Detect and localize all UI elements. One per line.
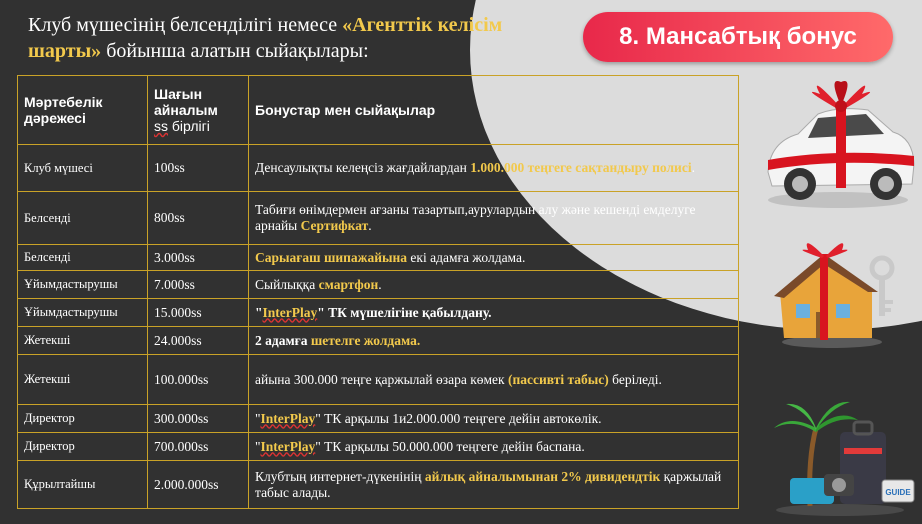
cell-level: Клуб мүшесі xyxy=(18,145,148,192)
table-header-row xyxy=(18,76,739,145)
cell-level: Ұйымдастырушы xyxy=(18,271,148,299)
table-row xyxy=(18,271,739,299)
section-badge: 8. Мансабтық бонус xyxy=(583,12,893,62)
cell-bonus: Сыйлыққа смартфон. xyxy=(249,271,739,299)
cell-volume: 300.000ss xyxy=(148,405,249,433)
cell-bonus: Табиғи өнімдермен ағзаны тазартып,аурулардын алу және кешенді емделуге арнайы Сертифкат. xyxy=(249,192,739,245)
cell-bonus: "InterPlay" ТК мүшелігіне қабылдану. xyxy=(249,299,739,327)
table-row xyxy=(18,405,739,433)
cell-level: Директор xyxy=(18,433,148,461)
cell-level: Белсенді xyxy=(18,192,148,245)
table-row xyxy=(18,433,739,461)
cell-volume: 15.000ss xyxy=(148,299,249,327)
cell-bonus: Сарыағаш шипажайына екі адамға жолдама. xyxy=(249,245,739,271)
cell-level: Ұйымдастырушы xyxy=(18,299,148,327)
cell-volume: 7.000ss xyxy=(148,271,249,299)
bonus-table xyxy=(17,75,739,509)
guide-label: GUIDE xyxy=(885,488,911,497)
cell-bonus: Денсаулықты келеңсіз жағдайлардан 1.000.000 теңгеге сақтандыру полисі. xyxy=(249,145,739,192)
header-volume: Шағын айналым ss бірлігі xyxy=(148,76,249,145)
cell-bonus: айына 300.000 теңге қаржылай өзара көмек (пассивті табыс) беріледі. xyxy=(249,355,739,405)
cell-level: Құрылтайшы xyxy=(18,461,148,509)
gift-car-icon xyxy=(758,72,918,212)
cell-volume: 100ss xyxy=(148,145,249,192)
cell-level: Жетекші xyxy=(18,327,148,355)
cell-volume: 24.000ss xyxy=(148,327,249,355)
page-heading: Клуб мүшесінің белсенділігі немесе «Агенттік келісім шарты» бойынша алатын сыйақылары: xyxy=(28,14,503,62)
cell-volume: 100.000ss xyxy=(148,355,249,405)
table-row xyxy=(18,145,739,192)
cell-level: Белсенді xyxy=(18,245,148,271)
table-row xyxy=(18,461,739,509)
cell-bonus: 2 адамға шетелге жолдама. xyxy=(249,327,739,355)
table-row xyxy=(18,299,739,327)
travel-icon xyxy=(770,388,920,518)
table-row xyxy=(18,192,739,245)
cell-volume: 3.000ss xyxy=(148,245,249,271)
table-row xyxy=(18,327,739,355)
table-row xyxy=(18,355,739,405)
cell-bonus: "InterPlay" ТК арқылы 1и2.000.000 теңгеге дейін автокөлік. xyxy=(249,405,739,433)
cell-level: Жетекші xyxy=(18,355,148,405)
cell-volume: 700.000ss xyxy=(148,433,249,461)
cell-bonus: "InterPlay" ТК арқылы 50.000.000 теңгеге дейін баспана. xyxy=(249,433,739,461)
cell-bonus: Клубтың интернет-дүкенінің айлық айналымынан 2% дивидендтік қаржылай табыс алады. xyxy=(249,461,739,509)
header-bonus: Бонустар мен сыйақылар xyxy=(249,76,739,145)
header-level: Мәртебелік дәрежесі xyxy=(18,76,148,145)
cell-level: Директор xyxy=(18,405,148,433)
gift-house-icon xyxy=(772,240,902,350)
cell-volume: 2.000.000ss xyxy=(148,461,249,509)
cell-volume: 800ss xyxy=(148,192,249,245)
table-row xyxy=(18,245,739,271)
